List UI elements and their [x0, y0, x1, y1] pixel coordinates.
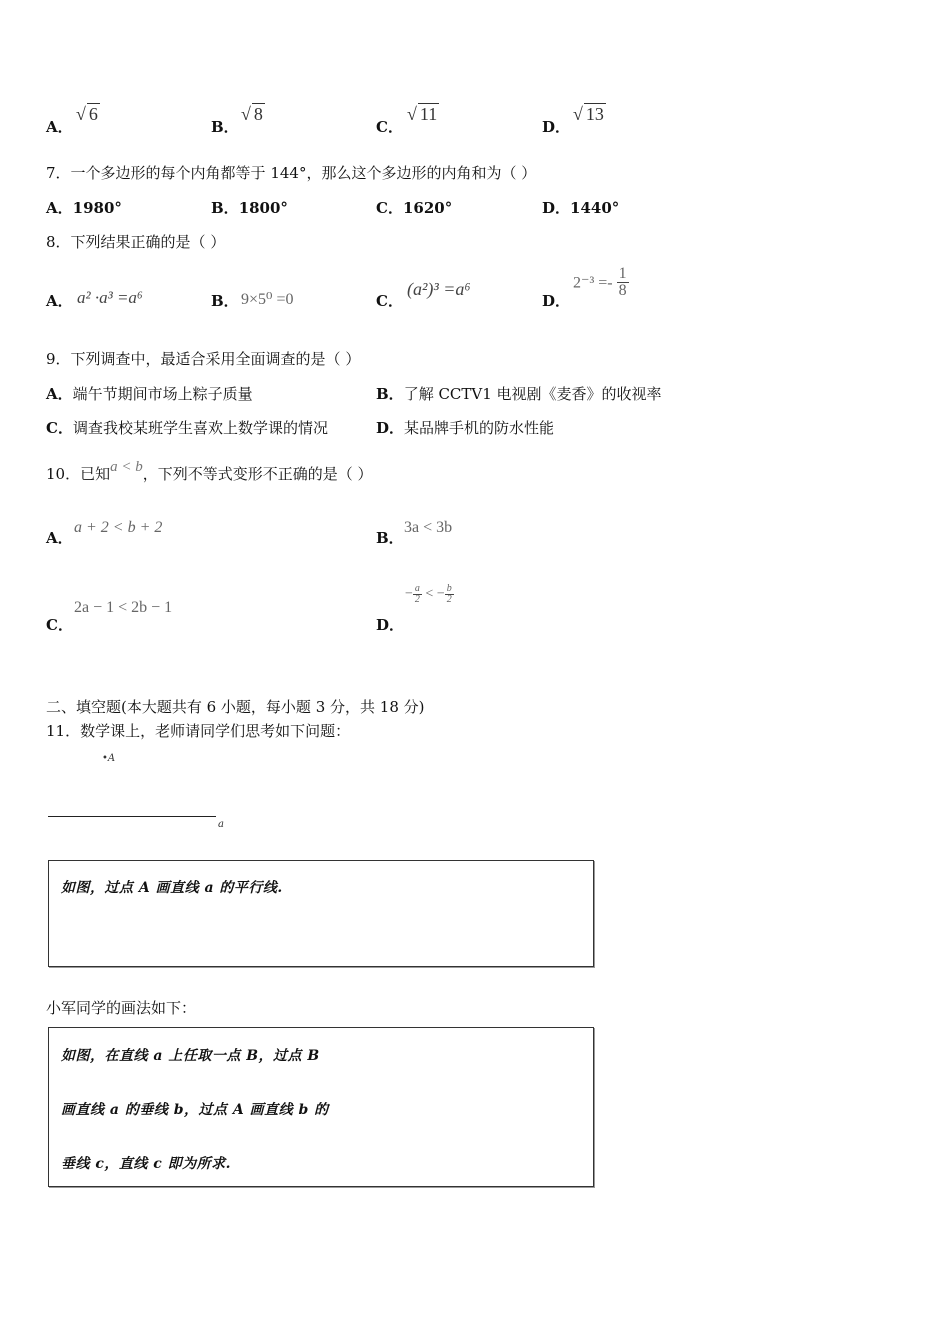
q11-method-box	[48, 1027, 594, 1187]
q8-option-a-label: A．	[46, 292, 73, 310]
q11-line-a-label: a	[218, 819, 224, 830]
q7-option-c-value: 1620°	[402, 199, 453, 217]
q7-option-d-value: 1440°	[570, 199, 620, 217]
q6-option-c-label: C．	[376, 118, 403, 136]
q9-option-d	[376, 417, 554, 438]
q10-option-a-expr: a + 2 < b + 2	[74, 519, 163, 536]
q8-option-a-expr: a² ·a³ =a⁶	[77, 288, 143, 307]
q7-option-a-value: 1980°	[72, 199, 122, 217]
q7-option-b	[211, 197, 288, 218]
q11-problem-text: 如图，过点 A 画直线 a 的平行线.	[61, 880, 283, 896]
q7-option-c-label: C．	[376, 199, 403, 217]
q7-option-b-label: B．	[211, 199, 239, 217]
q8-option-c-label: C．	[376, 292, 403, 310]
q9-option-b-value: 了解 CCTV1 电视剧《麦香》的收视率	[403, 385, 662, 403]
q6-option-d-label: D．	[542, 118, 571, 136]
q10-option-b-expr: 3a < 3b	[404, 519, 453, 536]
q7-option-c	[376, 197, 452, 218]
q11-method-line-3: 垂线 c，直线 c 即为所求.	[61, 1156, 232, 1172]
q11-point-a: •A	[102, 753, 116, 764]
q10-option-b-label: B．	[376, 529, 404, 547]
section2-heading: 二、填空题(本大题共有 6 小题，每小题 3 分，共 18 分)	[46, 698, 425, 716]
q8-question: 8．下列结果正确的是（ ）	[46, 233, 226, 251]
q8-option-d-left: 2⁻³ =-	[573, 274, 613, 292]
q8-option-d-numerator: 1	[618, 265, 627, 282]
q11-method-line-1: 如图，在直线 a 上任取一点 B，过点 B	[61, 1048, 320, 1064]
q6-option-d-sqrt: √ 13	[573, 104, 604, 124]
q9-option-d-label: D．	[376, 419, 405, 437]
q8-option-d-label: D．	[542, 292, 571, 310]
q9-option-c-label: C．	[46, 419, 73, 437]
q9-option-b-label: B．	[376, 385, 404, 403]
q9-option-a	[46, 383, 253, 404]
q8-option-c-expr: (a²)³ =a⁶	[407, 279, 471, 299]
q7-option-b-value: 1800°	[238, 199, 288, 217]
q10-prefix: 10．已知	[46, 465, 111, 483]
q10-option-c-label: C．	[46, 616, 73, 634]
q7-option-a-label: A．	[46, 199, 73, 217]
q9-option-a-label: A．	[46, 385, 73, 403]
q9-option-d-value: 某品牌手机的防水性能	[404, 419, 555, 437]
q6-option-b-label: B．	[211, 118, 239, 136]
q10-option-d-frac2	[445, 584, 454, 605]
q10-option-c-expr: 2a − 1 < 2b − 1	[74, 599, 173, 616]
q10-option-d-frac2-num: b	[446, 583, 452, 594]
q9-option-b	[376, 383, 662, 404]
q8-option-b-label: B．	[211, 292, 239, 310]
q11-problem-box	[48, 860, 594, 967]
q6-option-c-radicand: 11	[419, 104, 438, 124]
q6-option-a-radicand: 6	[88, 104, 98, 124]
q10-option-d-label: D．	[376, 616, 405, 634]
q11-method-line-2: 画直线 a 的垂线 b，过点 A 画直线 b 的	[61, 1102, 329, 1118]
q6-option-a-label: A．	[46, 118, 73, 136]
q9-question: 9．下列调查中，最适合采用全面调查的是（ ）	[46, 350, 361, 368]
q7-option-d-label: D．	[542, 199, 571, 217]
q10-option-d-frac1-num: a	[414, 583, 420, 594]
q7-option-a	[46, 197, 122, 218]
q7-question: 7．一个多边形的每个内角都等于 144°，那么这个多边形的内角和为（ ）	[46, 164, 537, 182]
q10-option-d-frac1-den: 2	[414, 594, 420, 605]
q10-condition: a < b	[110, 459, 143, 475]
q8-option-d-fraction	[617, 266, 629, 299]
q9-option-c	[46, 417, 328, 438]
q8-option-b-expr: 9×5⁰ =0	[241, 291, 294, 308]
q11-point-a-label: A	[107, 753, 116, 764]
q7-option-d	[542, 197, 619, 218]
q10-option-d-frac1	[413, 584, 422, 605]
q10-option-d-minus2: −	[436, 586, 445, 602]
q8-option-d-expr	[573, 266, 629, 299]
q11-caption: 小军同学的画法如下：	[46, 999, 197, 1017]
q10-option-a-label: A．	[46, 529, 73, 547]
q10-option-d-lt: <	[425, 586, 434, 602]
q8-option-d-denominator: 8	[618, 282, 627, 299]
q11-line-a	[48, 816, 216, 817]
q10-option-d-expr	[405, 584, 454, 605]
q10-question	[46, 459, 373, 484]
q9-option-c-value: 调查我校某班学生喜欢上数学课的情况	[72, 419, 328, 437]
q6-option-d-radicand: 13	[585, 104, 604, 124]
q6-option-c-sqrt: √ 11	[407, 104, 438, 124]
q11-question: 11．数学课上，老师请同学们思考如下问题：	[46, 722, 351, 740]
q10-option-d-frac2-den: 2	[446, 594, 452, 605]
q9-option-a-value: 端午节期间市场上粽子质量	[72, 385, 253, 403]
q6-option-a-sqrt: √ 6	[76, 104, 98, 124]
q6-option-b-radicand: 8	[253, 104, 263, 124]
q6-option-b-sqrt: √ 8	[241, 104, 263, 124]
q10-option-d-minus1: −	[405, 586, 413, 602]
q10-suffix: ，下列不等式变形不正确的是（ ）	[142, 465, 373, 483]
